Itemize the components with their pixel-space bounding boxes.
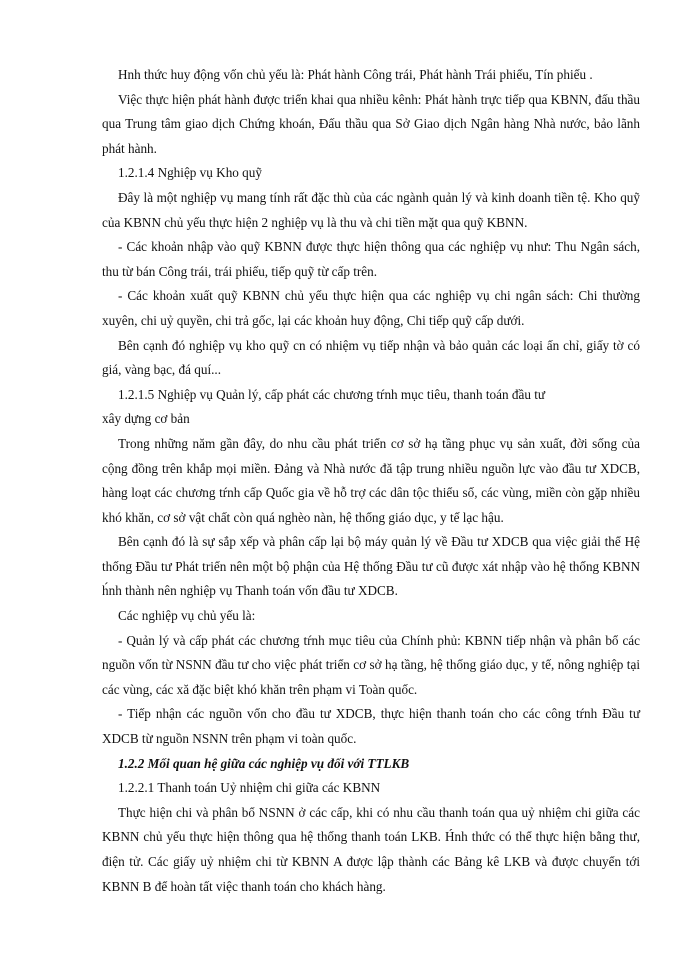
paragraph-payment-orders: Thực hiện chi và phân bổ NSNN ở các cấp, khi có nhu cầu thanh toán qua uỷ nhiệm chi giữa các KBNN chủ yếu thực hiện thông qua hệ thống thanh toán LKB. H́nh thức có thể thực hiện bằng thư, điện tử. Các giấy uỷ nhiệm chi từ KBNN A được lập thành các Bảng kê LKB và được chuyển tới KBNN B để hoàn tất việc thanh toán cho khách hàng. <box>102 804 640 894</box>
paragraph-restructuring: Bên cạnh đó là sự sắp xếp và phân cấp lại bộ máy quản lý về Đầu tư XDCB qua việc giải thể Hệ thống Đầu tư Phát triển nên một bộ phận của Hệ thống Đầu tư cũ được xát nhập vào hệ thống KBNN h́nh thành nên nghiệp vụ Thanh toán vốn đầu tư XDCB. <box>102 534 640 599</box>
heading-1-2-1-5: 1.2.1.5 Nghiệp vụ Quản lý, cấp phát các chương tŕnh mục tiêu, thanh toán đầu tư <box>118 386 546 402</box>
paragraph-issuance-channels: Việc thực hiện phát hành được triển khai qua nhiều kênh: Phát hành trực tiếp qua KBNN, đấu thầu qua Trung tâm giao dịch Chứng khoán, Đấu thầu qua Sở Giao dịch Ngân hàng Nhà nước, bảo lãnh phát hành. <box>102 91 640 156</box>
heading-1-2-1-5-continued: xây dựng cơ bản <box>102 411 190 427</box>
paragraph-program-management: - Quản lý và cấp phát các chương tŕnh mục tiêu của Chính phủ: KBNN tiếp nhận và phân bổ các nguồn vốn từ NSNN đầu tư cho việc phát triển cơ sở hạ tầng, hệ thống giáo dục, y tế, nông nghiệp tại các vùng, các xă đặc biệt khó khăn trên phạm vi Toàn quốc. <box>102 632 640 697</box>
paragraph-infrastructure-investment: Trong những năm gần đây, do nhu cầu phát triển cơ sở hạ tầng phục vụ sản xuất, đời sống của cộng đồng trên khắp mọi miền. Đảng và Nhà nước đă tập trung nhiều nguồn lực vào đầu tư XDCB, hàng loạt các chương tŕnh cấp Quốc gia về hỗ trợ các dân tộc thiểu số, các vùng, miền còn gặp nhiều khó khăn, cơ sở vật chất còn quá nghèo nàn, hệ thống giáo dục, y tế lạc hậu. <box>102 435 640 525</box>
heading-1-2-2-1: 1.2.2.1 Thanh toán Uỷ nhiệm chi giữa các KBNN <box>118 780 381 796</box>
paragraph-treasury-operations: Đây là một nghiệp vụ mang tính rất đặc thù của các ngành quản lý và kinh doanh tiền tệ. Kho quỹ của KBNN chủ yếu thực hiện 2 nghiệp vụ là thu và chi tiền mặt qua quỹ KBNN. <box>102 189 640 230</box>
paragraph-custody-duties: Bên cạnh đó nghiệp vụ kho quỹ cn có nhiệm vụ tiếp nhận và bảo quản các loại ấn chỉ, giấy tờ có giá, vàng bạc, đá quí... <box>102 337 640 378</box>
paragraph-main-operations: Các nghiệp vụ chủ yếu là: <box>118 608 256 624</box>
paragraph-capital-reception: - Tiếp nhận các nguồn vốn cho đầu tư XDCB, thực hiện thanh toán cho các công tŕnh Đầu tư XDCB từ nguồn NSNN trên phạm vi toàn quốc. <box>102 706 640 747</box>
document-body <box>102 63 640 899</box>
paragraph-treasury-outflows: - Các khoản xuất quỹ KBNN chủ yếu thực hiện qua các nghiệp vụ chi ngân sách: Chi thường xuyên, chi uỷ quyền, chi trả gốc, lại các khoản huy động, Chi tiếp quỹ cấp dưới. <box>102 288 640 328</box>
heading-1-2-1-4: 1.2.1.4 Nghiệp vụ Kho quỹ <box>118 165 262 181</box>
paragraph-funding-forms: Hnh thức huy động vốn chủ yếu là: Phát hành Công trái, Phát hành Trái phiếu, Tín phiếu . <box>118 67 593 82</box>
heading-1-2-2: 1.2.2 Mối quan hệ giữa các nghiệp vụ đối với TTLKB <box>118 755 410 771</box>
paragraph-treasury-inflows: - Các khoản nhập vào quỹ KBNN được thực hiện thông qua các nghiệp vụ như: Thu Ngân sách, thu từ bán Công trái, trái phiếu, tiếp quỹ từ cấp trên. <box>102 239 640 279</box>
